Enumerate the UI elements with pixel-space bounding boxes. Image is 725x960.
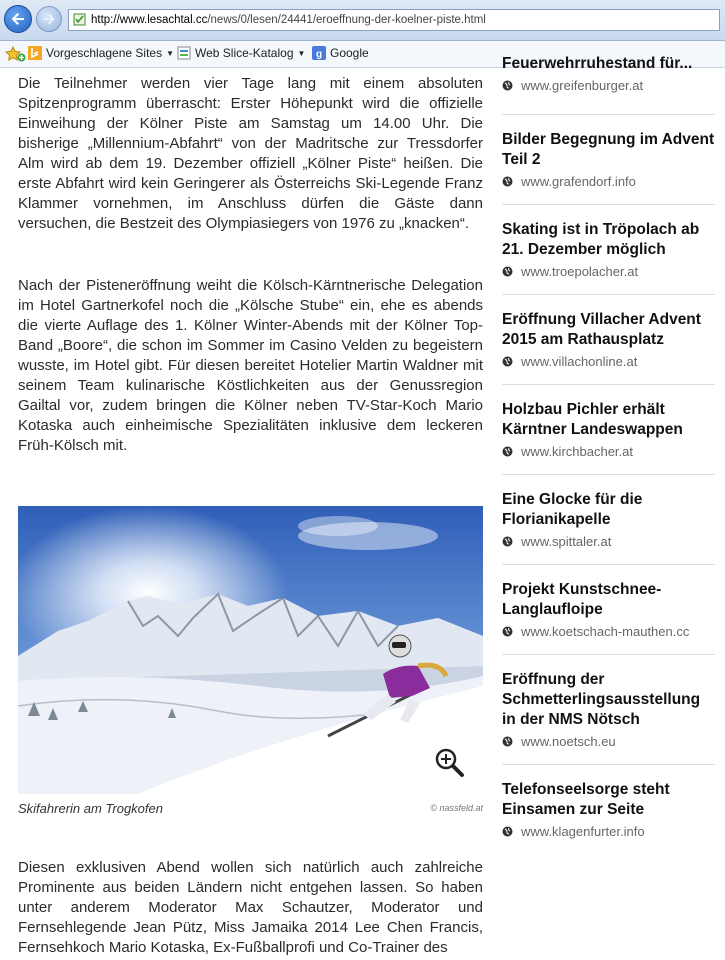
sidebar-item-title[interactable]: Eine Glocke für die Florianikapelle — [502, 491, 643, 528]
add-favorite-icon[interactable] — [17, 53, 26, 62]
sidebar-item-source[interactable] — [502, 354, 715, 369]
article-paragraph: Die Teilnehmer werden vier Tage lang mit einem absoluten Spitzenprogramm überrascht: Erster Höhepunkt wird die offizielle Einweihung der Kölner Piste am Samstag um 14.00 Uhr. Die bisherige „Millennium-Abfahrt“ von der Madritsche zur Tressdorfer Alm wird ab dem 19. Dezember offiziell „Kölner Piste“ heißen. Die erste Abfahrt wird kein Geringerer als Österreichs Ski-Legende Franz Klammer vornehmen, im Anschluss dürfen die Gäste dann versuchen, die Bestzeit des Olympiasiegers von 1976 zu „knacken“. — [18, 75, 483, 232]
fav-label: Web Slice-Katalog — [195, 46, 294, 60]
article-paragraph: Diesen exklusiven Abend wollen sich natürlich auch zahlreiche Prominente aus beiden Ländern nicht entgehen lassen. So haben unter anderem Moderator Max Schautzer, Moderator und Fernsehlegende Jean Pütz, Miss Jamaika 2014 Lee Chen Francis, Fernsehkoch Mario Kotaska, Ex-Fußballprofi und Co-Trainer des — [18, 859, 483, 956]
globe-icon — [502, 826, 513, 837]
globe-icon — [502, 176, 513, 187]
source-url: www.noetsch.eu — [521, 734, 616, 749]
browser-toolbar — [0, 0, 725, 41]
arrow-left-icon — [10, 11, 26, 27]
page-icon — [73, 13, 86, 26]
article-photo[interactable] — [18, 506, 483, 794]
sidebar-item[interactable] — [502, 400, 715, 459]
image-credit: © nassfeld.at — [430, 803, 483, 813]
address-bar[interactable] — [68, 9, 720, 31]
bing-icon — [28, 46, 42, 60]
sidebar-item-title[interactable]: Feuerwehrruhestand für... — [502, 55, 693, 72]
url-path: /news/0/lesen/24441/eroeffnung-der-koelner-piste.html — [207, 14, 486, 26]
sidebar-item[interactable] — [502, 780, 715, 839]
page-content — [0, 55, 725, 960]
fav-label: Google — [330, 46, 369, 60]
google-icon — [312, 46, 326, 60]
source-url: www.villachonline.at — [521, 354, 638, 369]
chevron-down-icon: ▼ — [297, 48, 306, 58]
globe-icon — [502, 266, 513, 277]
web-slice-icon — [177, 46, 191, 60]
sidebar-item-source[interactable] — [502, 624, 715, 639]
sidebar-item[interactable] — [502, 310, 715, 369]
sidebar-item-title[interactable]: Eröffnung der Schmetterlingsausstellung in der NMS Nötsch — [502, 671, 701, 728]
fav-google[interactable] — [312, 46, 369, 60]
source-url: www.koetschach-mauthen.cc — [521, 624, 690, 639]
fav-label: Vorgeschlagene Sites — [46, 46, 163, 60]
divider — [502, 114, 715, 115]
globe-icon — [502, 536, 513, 547]
sidebar-item-title[interactable]: Holzbau Pichler erhält Kärntner Landeswappen — [502, 401, 683, 438]
arrow-right-icon — [42, 12, 56, 26]
fav-suggested-sites[interactable] — [28, 46, 174, 60]
source-url: www.troepolacher.at — [521, 264, 639, 279]
sidebar-item-title[interactable]: Bilder Begegnung im Advent Teil 2 — [502, 131, 715, 168]
sidebar-item[interactable] — [502, 130, 715, 189]
zoom-in-icon[interactable] — [433, 746, 465, 778]
sidebar-item[interactable] — [502, 54, 715, 93]
fav-web-slice[interactable] — [177, 46, 305, 60]
sidebar-item[interactable] — [502, 670, 715, 749]
article-paragraph: Nach der Pisteneröffnung weiht die Kölsch-Kärntnerische Delegation im Hotel Gartnerkofel noch die „Kölsche Stube“ ein, ehe es abends die vierte Auflage des 1. Kölner Winter-Abends mit der Kölner Top-Band „Boore“, die schon im Sommer im Casino Velden zu begeistern wusste, im Hotel gibt. Für diesen bereitet Hotelier Martin Waldner mit seinem Team kulinarische Köstlichkeiten aus der Genussregion Gailtal vor, zudem bringen die Kölner neben TV-Star-Koch Mario Kotaska auch einheimische Spezialitäten inklusive dem leckeren Früh-Kölsch mit. — [18, 277, 483, 454]
divider — [502, 764, 715, 765]
sidebar-item[interactable] — [502, 490, 715, 549]
svg-text:g: g — [315, 49, 323, 60]
divider — [502, 204, 715, 205]
sidebar-item-source[interactable] — [502, 174, 715, 189]
sidebar-item[interactable] — [502, 220, 715, 279]
globe-icon — [502, 356, 513, 367]
back-button[interactable] — [4, 5, 32, 33]
skier-mountain-photo — [18, 506, 483, 794]
globe-icon — [502, 736, 513, 747]
divider — [502, 654, 715, 655]
sidebar-item-source[interactable] — [502, 444, 715, 459]
globe-icon — [502, 446, 513, 457]
divider — [502, 294, 715, 295]
sidebar-item-title[interactable]: Skating ist in Tröpolach ab 21. Dezember möglich — [502, 221, 700, 258]
sidebar-item-title[interactable]: Eröffnung Villacher Advent 2015 am Rathausplatz — [502, 311, 701, 348]
sidebar-item-source[interactable] — [502, 734, 715, 749]
sidebar-item-source[interactable] — [502, 264, 715, 279]
globe-icon — [502, 80, 513, 91]
url-host: http://www.lesachtal.cc — [91, 14, 208, 26]
source-url: www.grafendorf.info — [521, 174, 636, 189]
image-caption: Skifahrerin am Trogkofen — [18, 801, 163, 816]
divider — [502, 564, 715, 565]
source-url: www.klagenfurter.info — [521, 824, 645, 839]
forward-button[interactable] — [36, 6, 62, 32]
globe-icon — [502, 626, 513, 637]
chevron-down-icon: ▼ — [166, 48, 175, 58]
sidebar-item-source[interactable] — [502, 824, 715, 839]
source-url: www.kirchbacher.at — [521, 444, 633, 459]
divider — [502, 384, 715, 385]
sidebar-item-title[interactable]: Telefonseelsorge steht Einsamen zur Seite — [502, 781, 670, 818]
divider — [502, 474, 715, 475]
sidebar-item-source[interactable] — [502, 534, 715, 549]
sidebar-item[interactable] — [502, 580, 715, 639]
sidebar-item-title[interactable]: Projekt Kunstschnee-Langlaufloipe — [502, 581, 662, 618]
source-url: www.greifenburger.at — [521, 78, 644, 93]
sidebar-item-source[interactable] — [502, 78, 715, 93]
source-url: www.spittaler.at — [521, 534, 612, 549]
